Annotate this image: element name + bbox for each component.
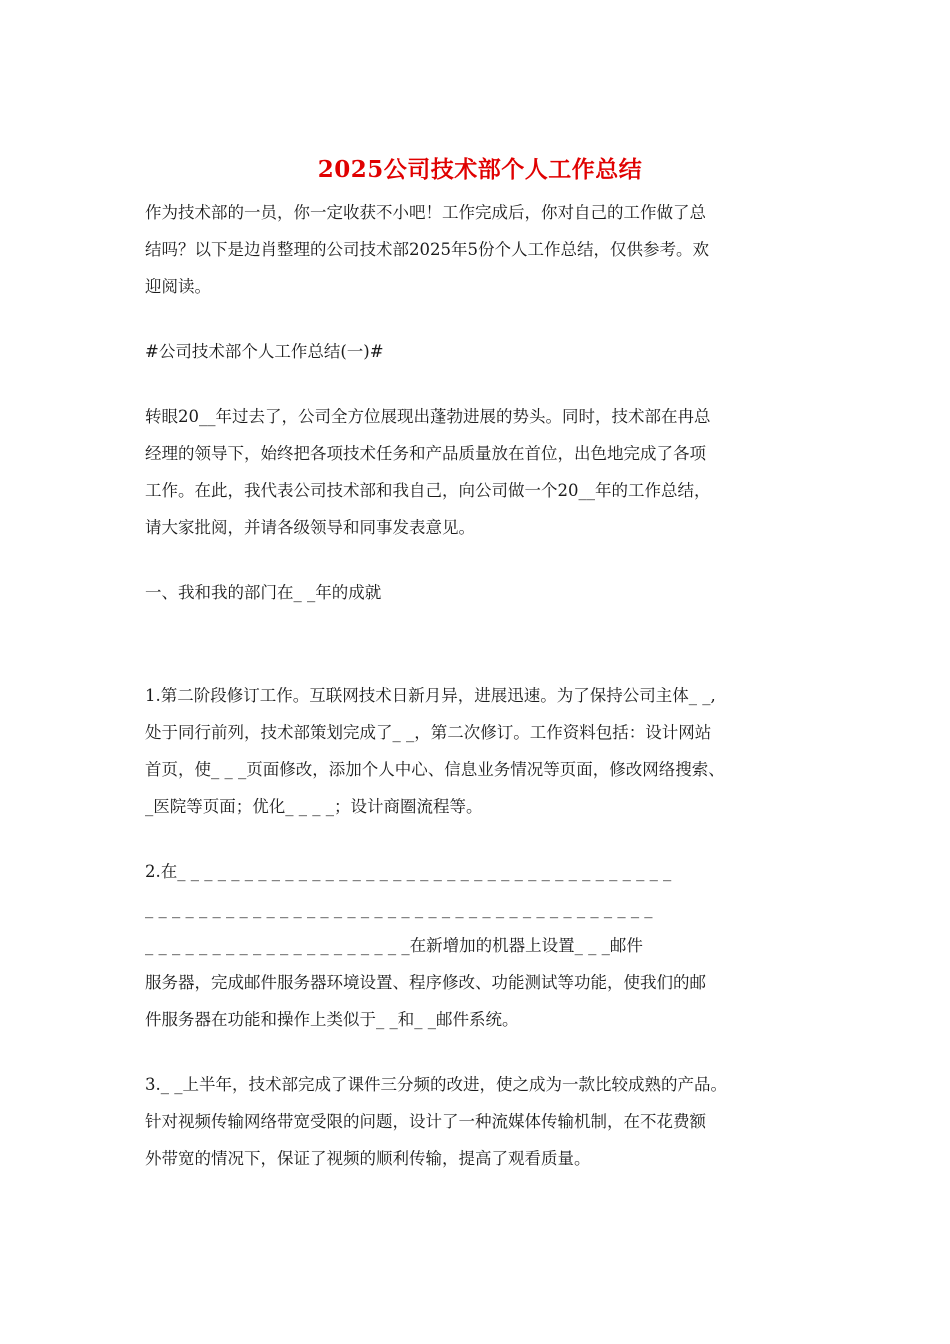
text-line: 3._ _上半年，技术部完成了课件三分频的改进，使之成为一款比较成熟的产品。 (145, 1075, 727, 1094)
text-line: 迎阅读。 (145, 277, 211, 296)
document-title: 2025公司技术部个人工作总结 (317, 156, 643, 183)
text-line: _医院等页面；优化_ _ _ _；设计商圈流程等。 (145, 797, 483, 816)
text-line: 经理的领导下，始终把各项技术任务和产品质量放在首位，出色地完成了各项 (145, 444, 706, 463)
subheading-achievements: 一、我和我的部门在_ _年的成就 (145, 583, 382, 602)
list-item-3 (145, 1066, 815, 1177)
text-line: 工作。在此，我代表公司技术部和我自己，向公司做一个20__年的工作总结， (145, 481, 711, 500)
text-line: 处于同行前列，技术部策划完成了_ _，第二次修订。工作资料包括：设计网站 (145, 723, 712, 742)
text-line: 针对视频传输网络带宽受限的问题，设计了一种流媒体传输机制，在不花费额 (145, 1112, 706, 1131)
text-line: 首页，使_ _ _页面修改，添加个人中心、信息业务情况等页面，修改网络搜索、 (145, 760, 725, 779)
text-line: 1.第二阶段修订工作。互联网技术日新月异，进展迅速。为了保持公司主体_ _, (145, 686, 716, 705)
intro-paragraph (145, 194, 815, 305)
text-line: 件服务器在功能和操作上类似于_ _和_ _邮件系统。 (145, 1010, 519, 1029)
text-line: 转眼20__年过去了，公司全方位展现出蓬勃进展的势头。同时，技术部在冉总 (145, 407, 711, 426)
document-page (145, 150, 815, 1177)
text-line: _ _ _ _ _ _ _ _ _ _ _ _ _ _ _ _ _ _ _ _在新增加的机器上设置_ _ _邮件 (145, 936, 643, 955)
section-heading: #公司技术部个人工作总结(一)# (145, 342, 384, 361)
list-item-1 (145, 677, 815, 825)
paragraph-1 (145, 398, 815, 546)
text-line: 结吗？以下是边肖整理的公司技术部2025年5份个人工作总结，仅供参考。欢 (145, 240, 709, 259)
list-item-2 (145, 853, 815, 1038)
text-line: 作为技术部的一员，你一定收获不小吧！工作完成后，你对自己的工作做了总 (145, 203, 706, 222)
text-line: 外带宽的情况下，保证了视频的顺利传输，提高了观看质量。 (145, 1149, 591, 1168)
text-line: 请大家批阅，并请各级领导和同事发表意见。 (145, 518, 475, 537)
text-line: 2.在_ _ _ _ _ _ _ _ _ _ _ _ _ _ _ _ _ _ _ _ _ _ _ _ _ _ _ _ _ _ _ _ _ _ _ _ _ (145, 862, 672, 881)
text-line: 服务器，完成邮件服务器环境设置、程序修改、功能测试等功能，使我们的邮 (145, 973, 706, 992)
text-line: _ _ _ _ _ _ _ _ _ _ _ _ _ _ _ _ _ _ _ _ _ _ _ _ _ _ _ _ _ _ _ _ _ _ _ _ _ _ (145, 899, 653, 918)
